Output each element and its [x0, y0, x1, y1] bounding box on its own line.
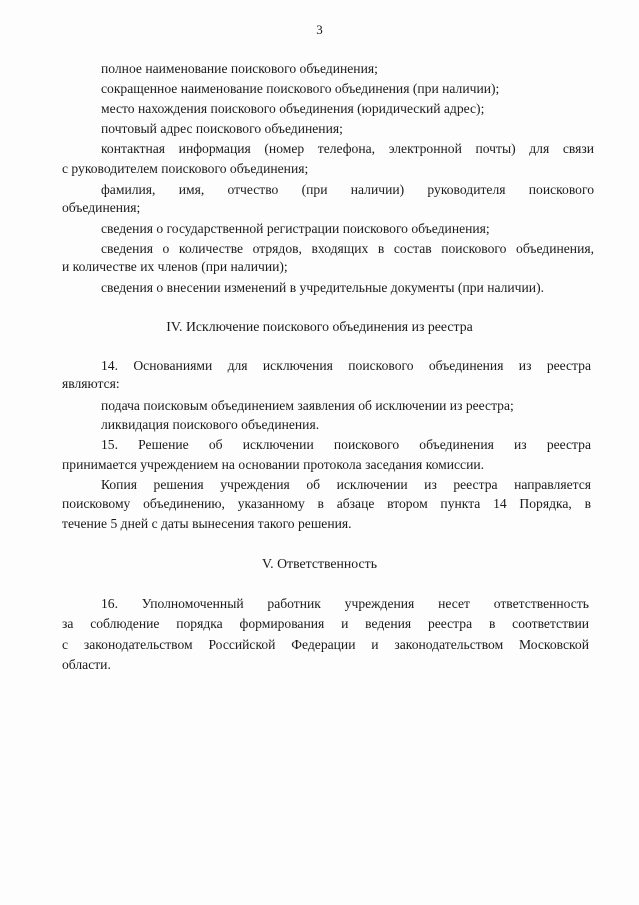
paragraph-line: за соблюдение порядка формирования и ведения реестра в соответствии — [62, 616, 589, 631]
list-item-continuation: и количестве их членов (при наличии); — [62, 259, 288, 274]
page-number: 3 — [316, 22, 323, 37]
paragraph-line: 14. Основаниями для исключения поискового объединения из реестра — [101, 358, 591, 373]
list-item: место нахождения поискового объединения (юридический адрес); — [101, 101, 485, 116]
paragraph-line: течение 5 дней с даты вынесения такого решения. — [62, 516, 352, 531]
section-5-heading: V. Ответственность — [262, 556, 377, 571]
list-item-continuation: с руководителем поискового объединения; — [62, 161, 309, 176]
paragraph-line: 15. Решение об исключении поискового объединения из реестра — [101, 437, 591, 452]
list-item: полное наименование поискового объединения; — [101, 61, 378, 76]
paragraph-line: подача поисковым объединением заявления об исключении из реестра; — [101, 398, 514, 413]
list-item: сокращенное наименование поискового объединения (при наличии); — [101, 81, 500, 96]
list-item: сведения о государственной регистрации поискового объединения; — [101, 221, 490, 236]
list-item-continuation: объединения; — [62, 200, 141, 215]
paragraph-line: области. — [62, 657, 111, 672]
paragraph-line: поисковому объединению, указанному в абзаце втором пункта 14 Порядка, в — [62, 496, 591, 511]
paragraph-line: 16. Уполномоченный работник учреждения несет ответственность — [101, 596, 589, 611]
paragraph-line: с законодательством Российской Федерации и законодательством Московской — [62, 637, 589, 652]
paragraph-line: принимается учреждением на основании протокола заседания комиссии. — [62, 457, 485, 472]
list-item: контактная информация (номер телефона, электронной почты) для связи — [101, 141, 594, 156]
section-4-heading: IV. Исключение поискового объединения из реестра — [166, 319, 473, 334]
list-item: сведения о количестве отрядов, входящих в состав поискового объединения, — [101, 241, 594, 256]
paragraph-line: Копия решения учреждения об исключении из реестра направляется — [101, 477, 591, 492]
list-item: сведения о внесении изменений в учредительные документы (при наличии). — [101, 280, 544, 295]
paragraph-line: ликвидация поискового объединения. — [101, 417, 320, 432]
list-item: почтовый адрес поискового объединения; — [101, 121, 343, 136]
paragraph-line: являются: — [62, 376, 120, 391]
list-item: фамилия, имя, отчество (при наличии) руководителя поискового — [101, 182, 594, 197]
